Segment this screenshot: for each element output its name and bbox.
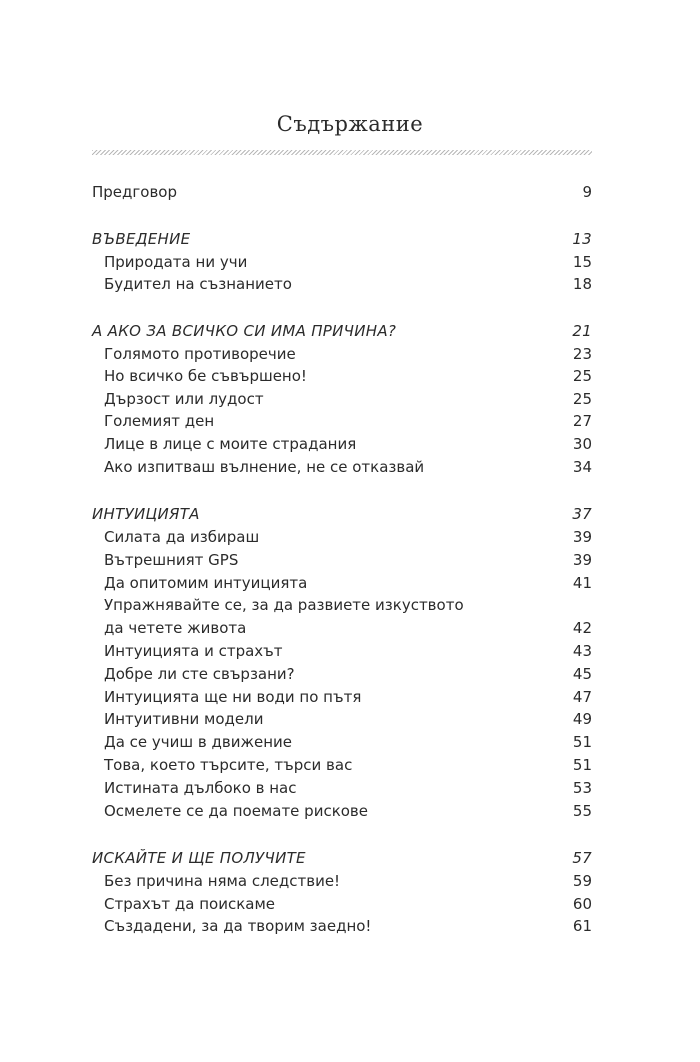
toc-entry-label: Истината дълбоко в нас [104, 779, 297, 797]
toc-chapter-page: 13 [572, 230, 592, 248]
toc-chapter-label: ИСКАЙТЕ И ЩЕ ПОЛУЧИТЕ [92, 849, 306, 867]
toc-entry [92, 663, 592, 685]
toc-entry [92, 915, 592, 937]
toc-entry-page: 43 [572, 642, 592, 660]
toc-entry-page: 23 [572, 345, 592, 363]
toc-entry-page: 45 [572, 665, 592, 683]
toc-entry-label: да четете живота [104, 619, 247, 637]
toc-entry-label: Вътрешният GPS [104, 551, 239, 569]
toc-entry-label: Създадени, за да творим заедно! [104, 917, 372, 935]
toc-entry-page: 41 [572, 574, 592, 592]
page-title: Съдържание [276, 112, 424, 136]
toc-entry-label: Силата да избираш [104, 528, 260, 546]
toc-entry-page: 59 [572, 872, 592, 890]
toc-entry-page: 27 [572, 412, 592, 430]
toc-entry [92, 640, 592, 662]
toc-entry [92, 526, 592, 548]
toc-chapter [92, 320, 592, 342]
toc-entry-page: 34 [572, 458, 592, 476]
toc-entry-page: 9 [582, 183, 592, 201]
toc-entry-label: Това, което търсите, търси вас [104, 756, 353, 774]
toc-entry [92, 731, 592, 753]
toc-entry-page: 30 [572, 435, 592, 453]
toc-entry-page: 51 [572, 733, 592, 751]
toc-chapter-label: ВЪВЕДЕНИЕ [92, 230, 191, 248]
toc-entry-page: 39 [572, 551, 592, 569]
toc-entry-label: Осмелете се да поемате рискове [104, 802, 369, 820]
toc-entry-label: Страхът да поискаме [104, 895, 276, 913]
toc-entry [92, 572, 592, 594]
toc-entry [92, 273, 592, 295]
toc-entry [92, 893, 592, 915]
toc-entry-label: Голямото противоречие [104, 345, 296, 363]
toc-entry-page: 51 [572, 756, 592, 774]
toc-entry-label: Природата ни учи [104, 253, 248, 271]
title-divider [92, 150, 592, 155]
toc-entry [92, 754, 592, 776]
toc-entry [92, 617, 592, 639]
toc-entry-label: Дързост или лудост [104, 390, 264, 408]
toc-entry-label: Лице в лице с моите страдания [104, 435, 357, 453]
toc-entry-page: 55 [572, 802, 592, 820]
toc-entry-page: 42 [572, 619, 592, 637]
toc-entry-label: Големият ден [104, 412, 215, 430]
toc-entry [92, 708, 592, 730]
toc-entry [92, 433, 592, 455]
toc-entry [92, 777, 592, 799]
toc-chapter-page: 21 [572, 322, 592, 340]
toc-entry-page: 15 [572, 253, 592, 271]
toc-entry [92, 686, 592, 708]
toc-entry-label: Упражнявайте се, за да развиете изкуството [104, 596, 464, 614]
toc-entry [92, 870, 592, 892]
toc-entry-label: Ако изпитваш вълнение, не се отказвай [104, 458, 425, 476]
toc-chapter-page: 57 [572, 849, 592, 867]
toc-chapter [92, 847, 592, 869]
toc-entry [92, 365, 592, 387]
toc-chapter-label: ИНТУИЦИЯТА [92, 505, 200, 523]
toc-entry-label: Но всичко бе съвършено! [104, 367, 307, 385]
toc-entry [92, 800, 592, 822]
toc-entry-label: Предговор [92, 183, 177, 201]
toc-entry-page: 49 [572, 710, 592, 728]
toc-entry-preface [92, 181, 592, 203]
toc-entry-page: 53 [572, 779, 592, 797]
toc-entry-page: 18 [572, 275, 592, 293]
toc-entry-page: 39 [572, 528, 592, 546]
toc-entry-page: 47 [572, 688, 592, 706]
toc-entry-label: Добре ли сте свързани? [104, 665, 295, 683]
toc-entry-page: 61 [572, 917, 592, 935]
toc-entry [92, 251, 592, 273]
toc-entry-label: Интуицията ще ни води по пътя [104, 688, 362, 706]
toc-chapter-label: А АКО ЗА ВСИЧКО СИ ИМА ПРИЧИНА? [92, 322, 397, 340]
toc-entry-label: Будител на съзнанието [104, 275, 292, 293]
toc-entry-label: Интуицията и страхът [104, 642, 283, 660]
toc-entry-page: 60 [572, 895, 592, 913]
toc-entry-label: Интуитивни модели [104, 710, 264, 728]
toc-entry-label: Без причина няма следствие! [104, 872, 341, 890]
toc-entry [92, 594, 592, 616]
toc-entry [92, 456, 592, 478]
toc-entry [92, 343, 592, 365]
toc-entry [92, 388, 592, 410]
toc-chapter [92, 503, 592, 525]
toc-entry-page: 25 [572, 390, 592, 408]
toc-chapter [92, 228, 592, 250]
toc-entry [92, 549, 592, 571]
toc-entry-page: 25 [572, 367, 592, 385]
toc-entry [92, 410, 592, 432]
toc-entry-label: Да опитомим интуицията [104, 574, 308, 592]
toc-entry-label: Да се учиш в движение [104, 733, 292, 751]
toc-chapter-page: 37 [572, 505, 592, 523]
